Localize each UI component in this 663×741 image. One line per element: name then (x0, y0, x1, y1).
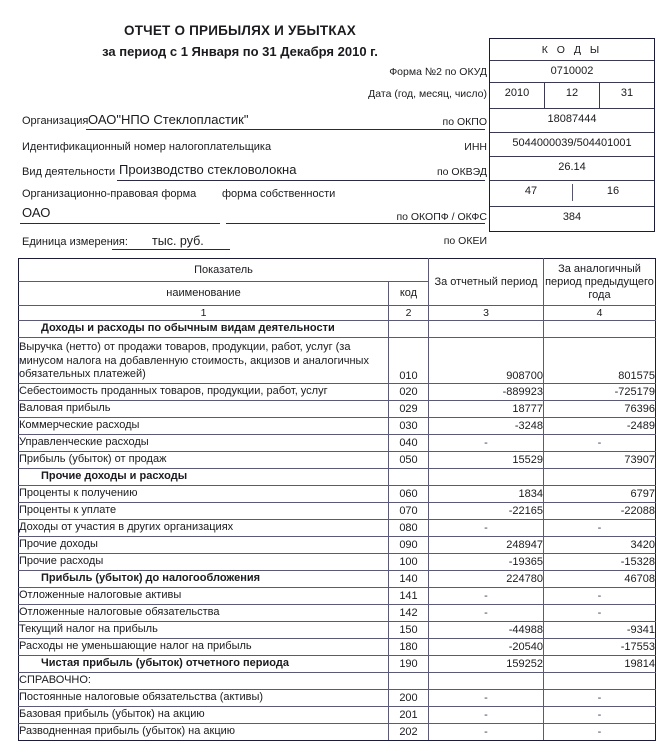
header-num-3: 3 (429, 306, 544, 321)
table-row (19, 571, 656, 588)
row-code: 190 (389, 656, 429, 673)
row-code (389, 673, 429, 690)
row-label: Чистая прибыль (убыток) отчетного периода (19, 656, 389, 673)
row-code: 040 (389, 435, 429, 452)
row-previous-value: -725179 (544, 384, 656, 401)
row-previous-value: 6797 (544, 486, 656, 503)
row-label: Прочие доходы (19, 537, 389, 554)
row-previous-value: -22088 (544, 503, 656, 520)
row-previous-value: -15328 (544, 554, 656, 571)
row-previous-value: 46708 (544, 571, 656, 588)
row-current-value: - (429, 588, 544, 605)
ownership-form-label: форма собственности (222, 188, 336, 200)
table-row (19, 452, 656, 469)
row-label: Базовая прибыль (убыток) на акцию (19, 707, 389, 724)
codes-box (489, 38, 655, 232)
row-current-value: -44988 (429, 622, 544, 639)
okpo-label: по ОКПО (442, 116, 487, 128)
codes-caption-row (490, 39, 654, 61)
row-label: Разводненная прибыль (убыток) на акцию (19, 724, 389, 741)
header-num-4: 4 (544, 306, 656, 321)
table-row (19, 656, 656, 673)
table-row (19, 321, 656, 338)
table-row (19, 605, 656, 622)
table-row (19, 384, 656, 401)
row-previous-value: 801575 (544, 338, 656, 384)
row-current-value (429, 673, 544, 690)
row-previous-value: - (544, 588, 656, 605)
document-header (0, 22, 480, 61)
okud-row (490, 61, 654, 83)
table-head (19, 259, 656, 321)
legal-form-rule (20, 223, 220, 224)
activity-value[interactable]: Производство стекловолокна (119, 162, 297, 177)
row-label: Проценты к уплате (19, 503, 389, 520)
codes-caption: К О Д Ы (541, 44, 603, 56)
okud-value: 0710002 (550, 65, 594, 77)
table-row (19, 338, 656, 384)
table-row (19, 418, 656, 435)
row-current-value: - (429, 435, 544, 452)
header-previous-period: За аналогичный период предыдущего года (544, 259, 656, 306)
row-previous-value: - (544, 435, 656, 452)
row-label: Доходы и расходы по обычным видам деятельности (19, 321, 389, 338)
date-day-value: 31 (620, 87, 634, 99)
profit-loss-table (18, 258, 656, 741)
table-row (19, 469, 656, 486)
table-row (19, 520, 656, 537)
table-row (19, 639, 656, 656)
row-previous-value: - (544, 690, 656, 707)
row-label: Выручка (нетто) от продажи товаров, продукции, работ, услуг (за минусом налога на добавленную стоимость, акцизов и аналогичных обязательных платежей) (19, 338, 389, 384)
table-row (19, 707, 656, 724)
okei-row (490, 207, 654, 231)
row-current-value: 18777 (429, 401, 544, 418)
row-label: Отложенные налоговые обязательства (19, 605, 389, 622)
row-label: Текущий налог на прибыль (19, 622, 389, 639)
header-code: код (389, 282, 429, 306)
row-previous-value: 76396 (544, 401, 656, 418)
table-row (19, 554, 656, 571)
row-current-value: 159252 (429, 656, 544, 673)
row-code: 202 (389, 724, 429, 741)
row-previous-value: -17553 (544, 639, 656, 656)
table-row (19, 690, 656, 707)
legal-form-label: Организационно-правовая форма (22, 188, 197, 200)
row-current-value: 908700 (429, 338, 544, 384)
okei-value: 384 (562, 211, 582, 223)
inn-value: 5044000039/504401001 (512, 137, 632, 149)
row-previous-value: 3420 (544, 537, 656, 554)
activity-label: Вид деятельности (22, 166, 116, 178)
table-row (19, 435, 656, 452)
date-year-value: 2010 (490, 83, 545, 108)
table-row (19, 673, 656, 690)
okopf-okfs-row (490, 181, 654, 207)
row-label: Коммерческие расходы (19, 418, 389, 435)
row-current-value: -889923 (429, 384, 544, 401)
row-previous-value: -2489 (544, 418, 656, 435)
row-current-value: 1834 (429, 486, 544, 503)
row-previous-value: -9341 (544, 622, 656, 639)
okei-label: по ОКЕИ (443, 235, 487, 247)
okopf-okfs-divider (572, 184, 573, 201)
table-row (19, 486, 656, 503)
row-current-value: -22165 (429, 503, 544, 520)
row-previous-value: - (544, 520, 656, 537)
header-current-period: За отчетный период (429, 259, 544, 306)
organization-label: Организация (22, 115, 89, 127)
row-code (389, 469, 429, 486)
okopf-value: 47 (524, 185, 538, 197)
row-label: Прибыль (убыток) от продаж (19, 452, 389, 469)
okpo-value: 18087444 (547, 113, 597, 125)
row-previous-value (544, 321, 656, 338)
row-code: 010 (389, 338, 429, 384)
okopf-okfs-label: по ОКОПФ / ОКФС (396, 211, 487, 223)
row-code: 200 (389, 690, 429, 707)
row-code: 020 (389, 384, 429, 401)
row-code: 180 (389, 639, 429, 656)
row-code: 080 (389, 520, 429, 537)
header-indicator: Показатель (19, 259, 429, 282)
row-code (389, 321, 429, 338)
row-code: 029 (389, 401, 429, 418)
row-code: 140 (389, 571, 429, 588)
activity-rule (117, 180, 485, 181)
row-current-value: -3248 (429, 418, 544, 435)
row-code: 060 (389, 486, 429, 503)
row-code: 201 (389, 707, 429, 724)
row-current-value: - (429, 707, 544, 724)
row-current-value: 15529 (429, 452, 544, 469)
row-label: Постоянные налоговые обязательства (активы) (19, 690, 389, 707)
header-name: наименование (19, 282, 389, 306)
row-current-value (429, 469, 544, 486)
table-row (19, 622, 656, 639)
okved-value: 26.14 (558, 161, 586, 173)
row-code: 090 (389, 537, 429, 554)
table-head-row-1 (19, 259, 656, 282)
row-previous-value: - (544, 707, 656, 724)
row-code: 030 (389, 418, 429, 435)
row-previous-value: - (544, 605, 656, 622)
row-previous-value (544, 673, 656, 690)
row-label: Прибыль (убыток) до налогообложения (19, 571, 389, 588)
date-label: Дата (год, месяц, число) (368, 88, 487, 100)
date-month-value: 12 (545, 83, 600, 108)
row-current-value (429, 321, 544, 338)
row-previous-value (544, 469, 656, 486)
row-code: 070 (389, 503, 429, 520)
inn-row (490, 133, 654, 157)
row-current-value: - (429, 690, 544, 707)
table-row (19, 724, 656, 741)
row-code: 150 (389, 622, 429, 639)
okved-row (490, 157, 654, 181)
row-label: Проценты к получению (19, 486, 389, 503)
row-label: Управленческие расходы (19, 435, 389, 452)
table-head-numbers-row (19, 306, 656, 321)
row-code: 050 (389, 452, 429, 469)
table-body (19, 321, 656, 741)
row-current-value: - (429, 724, 544, 741)
row-previous-value: - (544, 724, 656, 741)
table-row (19, 588, 656, 605)
organization-rule (86, 129, 485, 130)
row-label: СПРАВОЧНО: (19, 673, 389, 690)
row-current-value: - (429, 605, 544, 622)
unit-rule (112, 249, 230, 250)
unit-value[interactable]: тыс. руб. (152, 234, 204, 248)
row-current-value: 248947 (429, 537, 544, 554)
ownership-form-rule (226, 223, 485, 224)
row-code: 142 (389, 605, 429, 622)
row-current-value: -19365 (429, 554, 544, 571)
okpo-row (490, 109, 654, 133)
row-previous-value: 73907 (544, 452, 656, 469)
table-row (19, 503, 656, 520)
header-num-2: 2 (389, 306, 429, 321)
date-row (490, 83, 654, 109)
legal-form-value[interactable]: ОАО (22, 205, 51, 220)
row-label: Расходы не уменьшающие налог на прибыль (19, 639, 389, 656)
row-label: Доходы от участия в других организациях (19, 520, 389, 537)
row-code: 100 (389, 554, 429, 571)
row-current-value: 224780 (429, 571, 544, 588)
row-label: Прочие доходы и расходы (19, 469, 389, 486)
unit-label: Единица измерения: (22, 236, 128, 248)
row-previous-value: 19814 (544, 656, 656, 673)
inn-label-right: ИНН (464, 141, 487, 153)
row-label: Прочие расходы (19, 554, 389, 571)
row-current-value: - (429, 520, 544, 537)
row-current-value: -20540 (429, 639, 544, 656)
row-label: Отложенные налоговые активы (19, 588, 389, 605)
page-subtitle: за период с 1 Января по 31 Декабря 2010 г. (102, 44, 378, 59)
taxpayer-inn-label: Идентификационный номер налогоплательщика (22, 141, 272, 153)
row-code: 141 (389, 588, 429, 605)
page-title: ОТЧЕТ О ПРИБЫЛЯХ И УБЫТКАХ (124, 23, 356, 38)
row-label: Валовая прибыль (19, 401, 389, 418)
header-num-1: 1 (19, 306, 389, 321)
table-row (19, 401, 656, 418)
okved-label: по ОКВЭД (436, 166, 487, 178)
table-row (19, 537, 656, 554)
okud-label: Форма №2 по ОКУД (389, 66, 487, 78)
organization-value[interactable]: ОАО"НПО Стеклопластик" (88, 112, 249, 127)
row-label: Себестоимость проданных товаров, продукции, работ, услуг (19, 384, 389, 401)
okfs-value: 16 (606, 185, 620, 197)
